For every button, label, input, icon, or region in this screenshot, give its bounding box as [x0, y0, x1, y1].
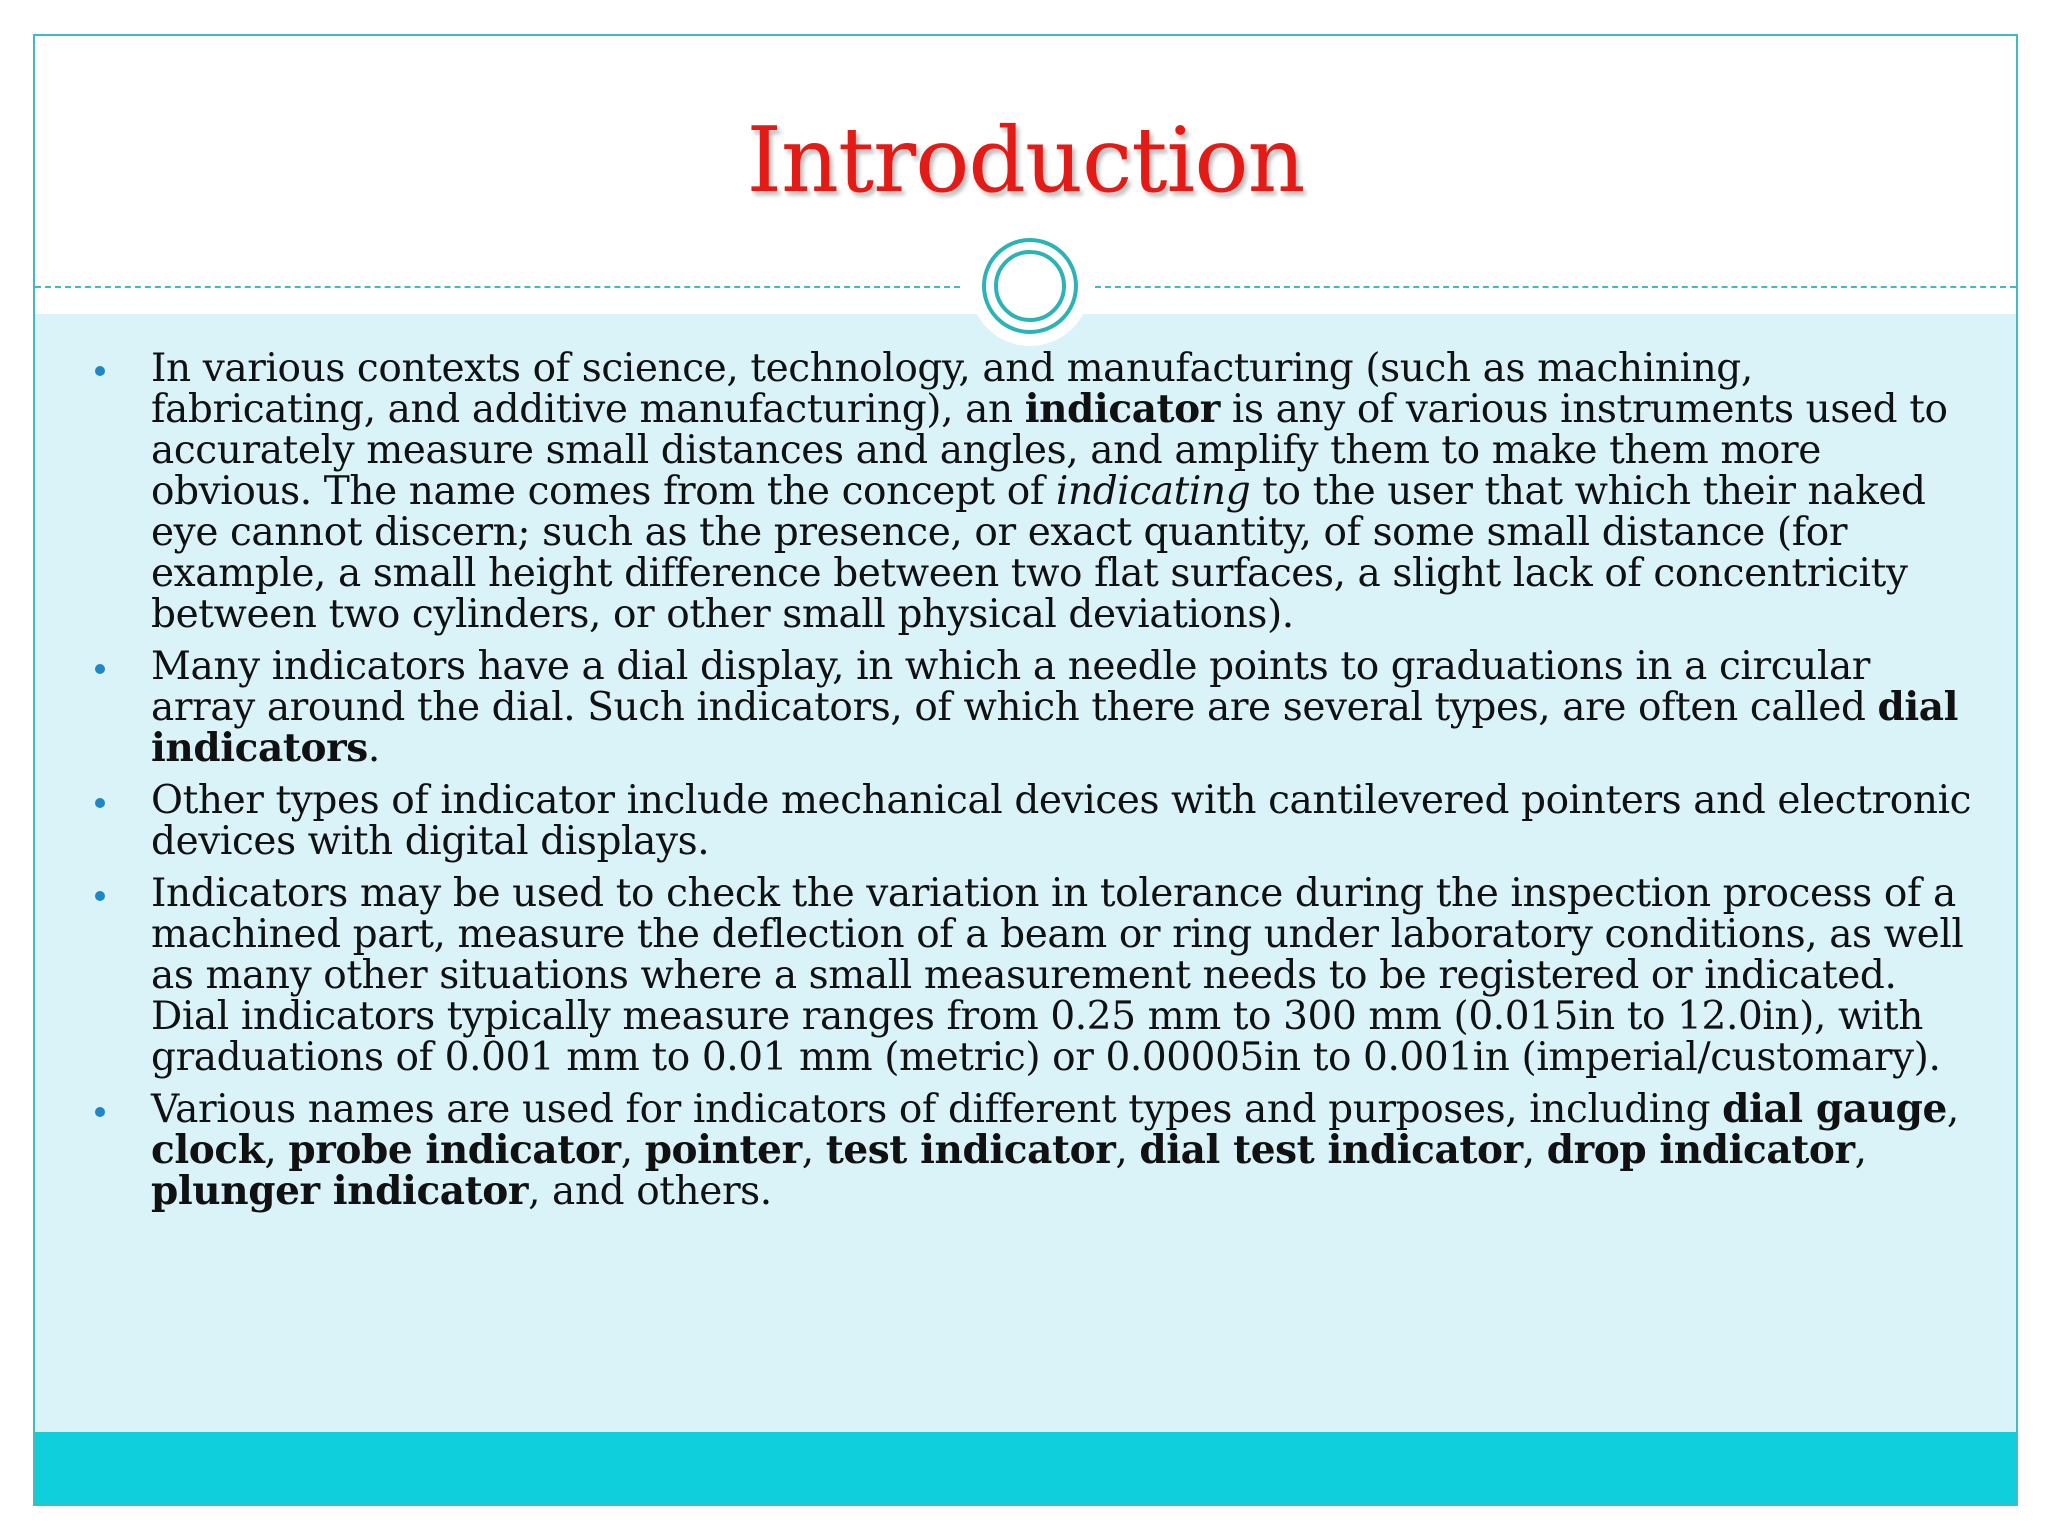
divider-left [35, 286, 960, 288]
bullet-text-bold: dial test indicator [1139, 1127, 1523, 1173]
bullet-text: , [1522, 1128, 1547, 1173]
bullet-text: to the user that which their naked eye cannot discern; such as the presence, or exact quantity, of some small distance (for example, a small height difference between two flat surfaces, a slight lack of concentricity between two cylinders, or other small physical deviations). [151, 469, 1926, 637]
bullet-dot-icon [95, 1107, 105, 1117]
bullet-text: Various names are used for indicators of different types and purposes, including [151, 1087, 1723, 1132]
bullet-item [85, 780, 1976, 862]
bullet-text: , [1946, 1087, 1959, 1132]
bullet-item [85, 873, 1976, 1078]
bullet-text: , [620, 1128, 645, 1173]
bullet-text: Indicators may be used to check the variation in tolerance during the inspection process of a machined part, measure the deflection of a beam or ring under laboratory conditions, as well as many other situations where a small measurement needs to be registered or indicated. Dial indicators typically measure ranges from 0.25 mm to 300 mm (0.015in to 12.0in), with graduations of 0.001 mm to 0.01 mm (metric) or 0.00005in to 0.001in (imperial/customary). [151, 871, 1964, 1080]
bullet-text: Many indicators have a dial display, in which a needle points to graduations in a circular array around the dial. Such indicators, of which there are several types, are often called [151, 644, 1878, 730]
bullet-text-bold: pointer [644, 1127, 802, 1173]
bullet-text-bold: probe indicator [288, 1127, 621, 1173]
divider-right [1095, 286, 2016, 288]
bullet-text-bold: dial indicators [151, 684, 1959, 771]
bullet-text: , [1854, 1128, 1867, 1173]
bullet-text: In various contexts of science, technology, and manufacturing (such as machining, fabricating, and additive manufacturing), an [151, 346, 1753, 432]
bullet-text: Other types of indicator include mechanical devices with cantilevered pointers and electronic devices with digital displays. [151, 778, 1972, 864]
bullet-text: . [367, 726, 380, 771]
circle-ornament-outer-ring [982, 238, 1078, 334]
circle-ornament-icon [970, 226, 1090, 346]
bullet-item [85, 1086, 1976, 1214]
bullet-text: , and others. [528, 1169, 772, 1214]
bullet-text: , [1115, 1128, 1140, 1173]
bullet-text-bold: dial gauge [1722, 1086, 1947, 1132]
bullet-dot-icon [95, 664, 105, 674]
bullet-list [85, 348, 1976, 1223]
bullet-text: , [264, 1128, 289, 1173]
footer-bar [35, 1432, 2016, 1504]
bullet-text-italic: indicating [1055, 469, 1251, 514]
slide [33, 34, 2018, 1506]
bullet-text-bold: drop indicator [1546, 1127, 1855, 1173]
bullet-text: is any of various instruments used to accurately measure small distances and angles, and amplify them to make them more obvious. The name comes from the concept of [151, 387, 1948, 514]
circle-ornament-inner-ring [994, 250, 1066, 322]
bullet-text-bold: plunger indicator [151, 1168, 529, 1214]
slide-title: Introduction [746, 108, 1305, 213]
bullet-text: , [801, 1128, 826, 1173]
bullet-dot-icon [95, 366, 105, 376]
bullet-dot-icon [95, 798, 105, 808]
bullet-item [85, 646, 1976, 769]
bullet-text-bold: clock [151, 1127, 265, 1173]
bullet-text-bold: test indicator [825, 1127, 1116, 1173]
bullet-text-bold: indicator [1024, 386, 1220, 432]
bullet-item [85, 348, 1976, 635]
bullet-dot-icon [95, 891, 105, 901]
